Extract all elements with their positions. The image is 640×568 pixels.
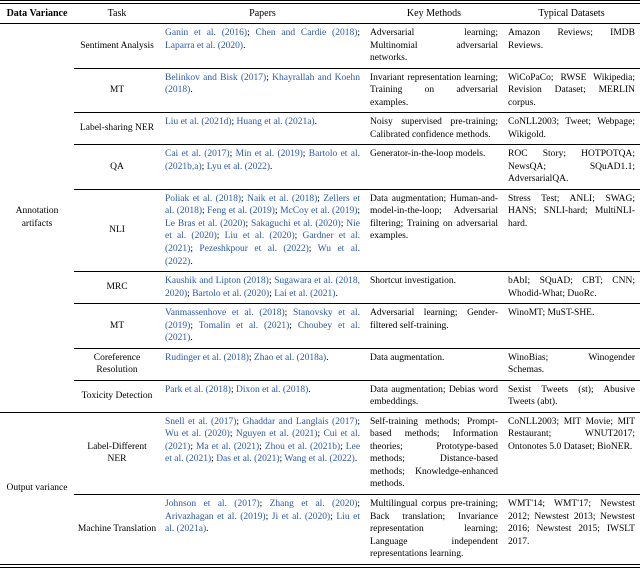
citation-link[interactable]: Le Bras et al. (2020)	[165, 218, 246, 229]
table-row	[0, 145, 640, 190]
citation-link[interactable]: Rudinger et al. (2018)	[165, 352, 249, 363]
typical-datasets-cell: CoNLL2003; Tweet; Webpage; Wikigold.	[503, 113, 640, 145]
papers-cell: Kaushik and Lipton (2018); Sugawara et al. (2018, 2020); Bartolo et al. (2020); Lai et al. (2021).	[160, 272, 365, 304]
citation-link[interactable]: Stanovsky et al. (2019)	[165, 308, 361, 331]
citation-link[interactable]: Cui et al. (2021)	[165, 429, 361, 452]
typical-datasets-cell: WinoBias; Winogender Schemas.	[503, 348, 640, 380]
citation-link[interactable]: Belinkov and Bisk (2017)	[165, 72, 267, 83]
citation-link[interactable]: Choubey et al. (2021)	[165, 320, 360, 344]
typical-datasets-cell: WinoMT; MuST-SHE.	[503, 304, 640, 349]
citation-link[interactable]: Bartolo et al. (2020)	[192, 288, 270, 299]
citation-link[interactable]: Khayrallah and Koehn (2018)	[165, 72, 361, 96]
table-row	[0, 68, 640, 113]
citation-link[interactable]: Lee et al. (2021)	[165, 441, 361, 465]
key-methods-cell: Generator-in-the-loop models.	[365, 145, 503, 190]
key-methods-cell: Multilingual corpus pre-training; Back translation; Invariance representation learning; Language independent representations learning.	[365, 495, 503, 566]
papers-cell: Belinkov and Bisk (2017); Khayrallah and Koehn (2018).	[160, 68, 365, 113]
citation-link[interactable]: Liu et al. (2021d)	[165, 117, 232, 128]
task-cell: NLI	[74, 189, 160, 271]
key-methods-cell: Adversarial learning; Multinomial adversarial networks.	[370, 28, 498, 64]
task-cell: MT	[74, 304, 160, 349]
citation-link[interactable]: Johnson et al. (2017)	[165, 499, 260, 509]
column-header-papers: Papers	[160, 2, 365, 24]
citation-link[interactable]: Nie et al. (2020)	[165, 218, 360, 242]
task-cell: MT	[74, 68, 160, 113]
key-methods-cell: Shortcut investigation.	[365, 272, 503, 304]
citation-link[interactable]: Park et al. (2018)	[165, 384, 231, 395]
header-row	[0, 2, 640, 24]
citation-link[interactable]: Laparra et al. (2020)	[165, 40, 244, 51]
citation-link[interactable]: Lai et al. (2021)	[274, 288, 336, 299]
citation-link[interactable]: Zhang et al. (2020)	[269, 499, 358, 509]
citation-link[interactable]: Chen and Cardie (2018)	[255, 28, 358, 38]
typical-datasets-cell: WMT'14; WMT'17; Newstest 2012; Newstest 2013; Newstest 2016; Newstest 2015; IWSLT 2017.	[503, 495, 640, 566]
papers-cell: Poliak et al. (2018); Naik et al. (2018); Zellers et al. (2018); Feng et al. (2019); McCoy et al. (2019); Le Bras et al. (2020); Sakaguchi et al. (2020); Nie et al. (2020); Liu et al. (2020); Gardner et al. (2021); Pezeshkpour et al. (2022); Wu et al. (2022).	[160, 189, 365, 271]
citation-link[interactable]: Wu et al. (2022)	[165, 243, 360, 267]
citation-link[interactable]: Vanmassenhove et al. (2018)	[165, 308, 285, 319]
key-methods-cell: Invariant representation learning; Training on adversarial examples.	[365, 68, 503, 113]
task-cell: Coreference Resolution	[74, 348, 160, 380]
citation-link[interactable]: Zellers et al. (2018)	[165, 193, 361, 217]
citation-link[interactable]: Sugawara et al. (2018, 2020)	[165, 276, 361, 299]
papers-cell: Rudinger et al. (2018); Zhao et al. (2018a).	[160, 348, 365, 380]
typical-datasets-cell: ROC Story; HOTPOTQA; NewsQA; SQuAD1.1; AdversarialQA.	[503, 145, 640, 190]
citation-link[interactable]: Snell et al. (2017)	[165, 416, 237, 427]
typical-datasets-cell: WiCoPaCo; RWSE Wikipedia; Revision Dataset; MERLIN corpus.	[503, 68, 640, 113]
citation-link[interactable]: Cai et al. (2017)	[165, 149, 230, 160]
table-row	[0, 113, 640, 145]
citation-link[interactable]: Zhou et al. (2021b)	[264, 441, 341, 452]
table-row	[0, 348, 640, 380]
table-row	[0, 380, 640, 412]
table-row	[0, 495, 640, 566]
citation-link[interactable]: Poliak et al. (2018)	[165, 193, 241, 204]
typical-datasets-cell: Amazon Reviews; IMDB Reviews.	[508, 28, 635, 51]
citation-link[interactable]: Gardner et al. (2021)	[165, 231, 361, 254]
citation-link[interactable]: Zhao et al. (2018a)	[253, 352, 327, 363]
citation-link[interactable]: Bartolo et al. (2021b,a)	[165, 149, 360, 172]
key-methods-cell: Adversarial learning; Gender-filtered self-training.	[365, 304, 503, 349]
key-methods-cell: Data augmentation.	[365, 348, 503, 380]
papers-cell: Liu et al. (2021d); Huang et al. (2021a).	[160, 113, 365, 145]
table-row	[0, 272, 640, 304]
table-row	[0, 412, 640, 494]
papers-cell: Vanmassenhove et al. (2018); Stanovsky et al. (2019); Tomalin et al. (2021); Choubey et al. (2021).	[160, 304, 365, 349]
typical-datasets-cell: CoNLL2003; MIT Movie; MIT Restaurant; WNUT2017; Ontonotes 5.0 Dataset; BioNER.	[503, 412, 640, 494]
task-cell: Machine Translation	[74, 495, 160, 566]
citation-link[interactable]: Nguyen et al. (2021)	[235, 429, 318, 440]
column-header-key-methods: Key Methods	[365, 2, 503, 24]
citation-link[interactable]: Tomalin et al. (2021)	[198, 320, 290, 331]
papers-cell: Cai et al. (2017); Min et al. (2019); Bartolo et al. (2021b,a); Lyu et al. (2022).	[160, 145, 365, 190]
table-row	[0, 304, 640, 349]
citation-link[interactable]: Arivazhagan et al. (2019)	[165, 511, 266, 522]
citation-link[interactable]: Ghaddar and Langlais (2017)	[242, 416, 358, 427]
task-cell: QA	[74, 145, 160, 190]
citation-link[interactable]: Pezeshkpour et al. (2022)	[199, 243, 309, 254]
citation-link[interactable]: Liu et al. (2021a)	[165, 511, 361, 535]
papers-cell: Johnson et al. (2017); Zhang et al. (2020); Arivazhagan et al. (2019); Ji et al. (2020); Liu et al. (2021a).	[160, 495, 365, 566]
citation-link[interactable]: Das et al. (2021)	[216, 454, 280, 465]
task-cell: Sentiment Analysis	[80, 40, 154, 51]
typical-datasets-cell: bAbI; SQuAD; CBT; CNN; Whodid-What; DuoRc.	[503, 272, 640, 304]
citation-link[interactable]: Liu et al. (2020)	[224, 231, 295, 242]
column-header-typical-datasets: Typical Datasets	[503, 2, 640, 24]
citation-link[interactable]: Naik et al. (2018)	[247, 193, 318, 204]
citation-link[interactable]: Wang et al. (2022)	[284, 454, 355, 465]
key-methods-cell: Data augmentation; Human-and-model-in-the-loop; Adversarial filtering; Training on adversarial examples.	[365, 189, 503, 271]
citation-link[interactable]: Ganin et al. (2016)	[165, 28, 248, 38]
column-header-task: Task	[74, 2, 160, 24]
task-cell: MRC	[74, 272, 160, 304]
table-row	[0, 189, 640, 271]
citation-link[interactable]: McCoy et al. (2019)	[280, 206, 358, 217]
task-cell: Toxicity Detection	[74, 380, 160, 412]
citation-link[interactable]: Kaushik and Lipton (2018)	[165, 276, 269, 287]
citation-link[interactable]: Huang et al. (2021a)	[236, 117, 315, 128]
column-header-data-variance: Data Variance	[0, 2, 74, 24]
table-body	[0, 24, 640, 566]
key-methods-cell: Data augmentation; Debias word embeddings.	[365, 380, 503, 412]
table-row	[0, 24, 640, 69]
citation-link[interactable]: Ma et al. (2021)	[196, 441, 260, 452]
typical-datasets-cell: Sexist Tweets (st); Abusive Tweets (abt).	[503, 380, 640, 412]
data-variance-cell: Annotation artifacts	[15, 206, 59, 229]
typical-datasets-cell: Stress Test; ANLI; SWAG; HANS; SNLI-hard; MultiNLI-hard.	[503, 189, 640, 271]
papers-cell: Snell et al. (2017); Ghaddar and Langlais (2017); Wu et al. (2020); Nguyen et al. (2021); Cui et al. (2021); Ma et al. (2021); Zhou et al. (2021b); Lee et al. (2021); Das et al. (2021); Wang et al. (2022).	[160, 412, 365, 494]
citation-link[interactable]: Lyu et al. (2022)	[206, 161, 271, 172]
task-cell: Label-sharing NER	[74, 113, 160, 145]
data-variance-cell: Output variance	[0, 412, 74, 565]
citation-link[interactable]: Ji et al. (2020)	[271, 511, 331, 522]
citation-link[interactable]: Sakaguchi et al. (2020)	[251, 218, 341, 229]
key-methods-cell: Self-training methods; Prompt-based methods; Information theories; Prototype-based methods; Distance-based methods; Knowledge-enhanced methods.	[365, 412, 503, 494]
citation-link[interactable]: Feng et al. (2019)	[207, 206, 275, 217]
task-cell: Label-Different NER	[74, 412, 160, 494]
citation-link[interactable]: Dixon et al. (2018)	[235, 384, 309, 395]
citation-link[interactable]: Min et al. (2019)	[235, 149, 303, 160]
papers-cell: Park et al. (2018); Dixon et al. (2018).	[160, 380, 365, 412]
papers-cell: Ganin et al. (2016); Chen and Cardie (2018); Laparra et al. (2020).	[165, 28, 360, 51]
citation-link[interactable]: Wu et al. (2020)	[165, 429, 230, 440]
key-methods-cell: Noisy supervised pre-training; Calibrated confidence methods.	[365, 113, 503, 145]
